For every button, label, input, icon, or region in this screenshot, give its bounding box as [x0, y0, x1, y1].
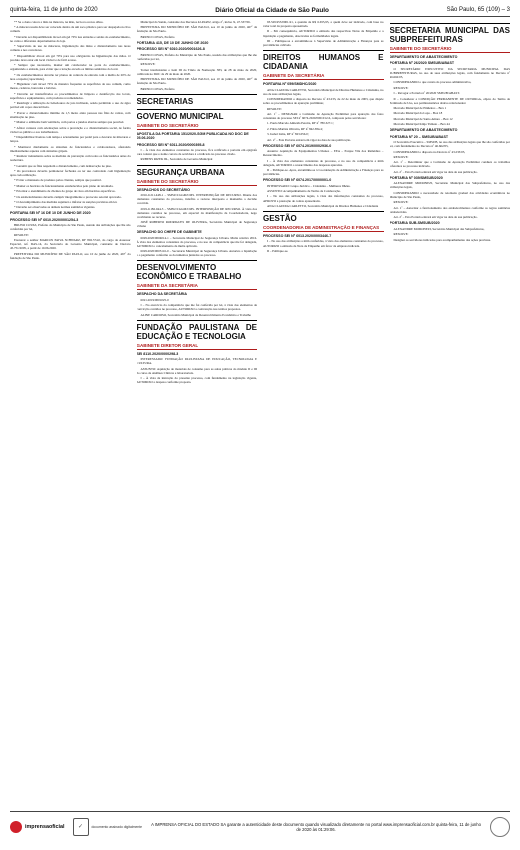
paragraph: RESOLVE:	[393, 200, 409, 205]
paragraph: * O descumprimento das medidas sujeitará o infrator às sanções previstas em lei.	[14, 200, 118, 204]
paragraph: PREFEITURA DO MUNICÍPIO DE SÃO PAULO, aos 10 de junho de 2020, 467º da fundação de São Paulo.	[10, 251, 131, 260]
page-header	[10, 4, 510, 17]
portaria-sub-paragraphs	[390, 227, 511, 242]
paragraph: * Deverão ser disponibilizado álcool em gel 70% nas entradas e saídas do estabelecimento, no caixa e diferentes departamentos da loja.	[10, 34, 131, 43]
portaria-sub-title: PORTARIA SUB-SMSUB/2020	[389, 221, 440, 226]
paragraph: ** Se o dono coloca a mão na máscara, na mão, na boca ou nos olhos.	[14, 20, 104, 24]
portaria-039-title: PORTARIA Nº 039/SMSUB/2020	[389, 175, 443, 180]
paragraph: * Os estabelecimentos deverão ter planos de controle de entrada com a média de 20% de área ocupada (capacidade).	[10, 72, 131, 81]
paragraph: O SECRETÁRIO EXECUTIVO DA SECRETARIA MUNICIPAL DAS SUBPREFEITURAS, no uso de suas atribuições legais, com fundamento no Decreto nº 46.662/05,	[389, 66, 510, 79]
portaria-059-paragraphs	[263, 88, 384, 142]
portaria-20-title: PORTARIA Nº 20 – SMSUB/ABAST	[389, 134, 449, 139]
paragraph: 2016-0.211.448-1 – SMSU/CGGM/CMS. INTERPOSIÇÃO DE RECURSO. Diante dos elementos constantes do processo, indefiro o recurso interposto e mantenho a decisão recorrida.	[136, 192, 257, 206]
despacho-chefe-title: DESPACHO DO CHEFE DE GABINETE	[136, 230, 202, 235]
paragraph: ANA CLAUDIA CARLETTO, Secretária Municipal de Direitos Humanos e Cidadania	[267, 203, 379, 208]
col1-paragraphs	[10, 20, 131, 209]
portaria-title: PORTARIA SEI Nº 16 DE 10 DE JUNHO DE 2020	[10, 211, 91, 216]
portaria-059-title: PORTARIA Nº 059/SMDHC/2020	[263, 82, 317, 87]
header-date: quinta-feira, 11 de junho de 2020	[10, 7, 98, 13]
paragraph: * Evitar o manuseio de produtos pelos clientes, sempre que possível.	[14, 178, 102, 183]
paragraph: Tornar insubsistente o item III do Título de Nomeação 383, de 28 de maio de 2020, publicada no DOC de 29 de maio de 2020.	[136, 67, 257, 76]
portaria-20-paragraphs	[390, 140, 511, 174]
paragraph: Art. 2º – Esta Portaria entrará em vigor na data de sua publicação.	[267, 137, 352, 142]
despachos-paragraphs	[137, 193, 258, 228]
seal-icon	[490, 817, 510, 837]
paragraph: * Restringir a utilização de bebedouros de jato inclinado, sendo permitido o uso de água potável em copos descartáveis.	[10, 101, 131, 110]
header-publication-title: Diário Oficial da Cidade de São Paulo	[215, 6, 329, 14]
authenticity-disclaimer: A IMPRENSA OFICIAL DO ESTADO SA garante a autenticidade deste documento quando visualizado diretamente no portal www.imprensaoficial.com.br quinta-feira, 11 de junho de 2020 às 01:29:06.	[151, 821, 481, 832]
paragraph: * Os provadores deverão permanecer fechados ou ter uso controlado com higienização após cada utilização.	[10, 168, 131, 178]
paragraph: * Realizar treinamento sobre as medidas de prevenção com todos os funcionários antes da reabertura.	[10, 154, 131, 163]
fundacao-paragraphs	[137, 357, 258, 384]
paragraph: * Disponibilizar lixeiras com tampa e acionamento por pedal para o descarte de máscaras e lenços.	[10, 135, 131, 144]
paragraph: 2. Fábio Martins Oliveira, RF nº 842.384.4;	[267, 126, 323, 131]
paragraph: 2019-0.182.044-3 – SMSU/CGGM/CMS. INTERPOSIÇÃO DE RECURSO. À vista dos elementos contidos no processo, em especial da manifestação da Coordenadoria, nego provimento ao recurso.	[136, 206, 257, 219]
paragraph: ALEXANDRE MODONEZI, Secretário Municipal das Subprefeituras,	[393, 226, 485, 231]
orgao-coordenadoria: COORDENADORIA DE ADMINISTRAÇÃO E FINANÇAS	[263, 225, 384, 232]
paragraph: CONSIDERANDO o que consta do processo administrativo,	[393, 80, 472, 85]
paragraph: Art. 1º – Determinar que a Comissão de Apuração Preliminar conduza os trabalhos referentes ao processo indicado.	[389, 160, 510, 169]
apostila-process: PROCESSO SEI Nº 6011.2020/0000395-8	[136, 142, 205, 147]
paragraph: * Deverão ser observadas as demais normas sanitárias vigentes.	[14, 205, 96, 210]
despacho-secretaria-title: DESPACHO DA SECRETÁRIA	[136, 292, 188, 297]
despachos-title: DESPACHOS DO SECRETÁRIO	[136, 187, 190, 192]
fundacao-process: SEI 8110.2020/0000298-3	[136, 351, 179, 356]
orgao-gabinete-secretario-sub: GABINETE DO SECRETÁRIO	[390, 46, 511, 53]
departamento-abastecimento-2: DEPARTAMENTO DE ABASTECIMENTO	[389, 128, 458, 133]
paragraph: I – À vista da instrução do presente processo, com fundamento na legislação vigente, AUTORIZO a despesa conforme proposta.	[136, 376, 257, 385]
orgao-gabinete-secretaria-dh: GABINETE DA SECRETÁRIA	[263, 73, 384, 80]
column-1	[10, 20, 131, 804]
paragraph: Art. 1º – Autorizar o funcionamento dos estabelecimentos conforme as regras sanitárias estabelecidas.	[389, 205, 510, 214]
paragraph: I – Revogar a Portaria nº 26/2020 SMSUB/ABAST.	[393, 91, 460, 96]
paragraph: CONSIDERANDO a necessidade de retomada gradual das atividades econômicas no Município de São Paulo,	[389, 190, 510, 199]
paragraph: RESOLVE:	[393, 232, 409, 237]
paragraph: PREFEITURA DO MUNICÍPIO DE SÃO PAULO, aos 10 de junho de 2020, 467º da fundação de São Paulo.	[136, 25, 257, 34]
paragraph: Exonerar o senhor MARCOS PAIVA SCHWARZ, RF 802.574.0, do cargo de Assessor Especial, ref. DAS-14, da Secretaria do Governo Municipal, constante do Decreto 45.751/2005, a partir de 10.06.2020.	[10, 238, 131, 251]
paragraph: O Secretário Executivo – SMSUB, no uso das atribuições legais que lhe são conferidas por lei, com fundamento no Decreto nº 46.662/05,	[389, 140, 510, 149]
paragraph: * Deverão ser intensificados os procedimentos de limpeza e desinfecção dos locais, superfícies e equipamentos, com produtos recomendados.	[10, 91, 131, 100]
paragraph: RESOLVE:	[267, 106, 282, 111]
col2-top-paragraphs	[137, 20, 258, 39]
paragraph: CONSIDERANDO o disposto no Decreto nº 43.233/03,	[393, 149, 466, 154]
section-desenvolvimento: DESENVOLVIMENTO ECONÔMICO E TRABALHO	[137, 260, 258, 281]
paragraph: RESOLVE:	[140, 62, 156, 67]
column-2	[137, 20, 258, 804]
paragraph: Mercado Municipal de Pinheiros – Box 1	[393, 106, 447, 111]
departamento-abastecimento: DEPARTAMENTO DE ABASTECIMENTO	[389, 55, 458, 59]
section-seguranca-urbana: SEGURANÇA URBANA	[137, 165, 258, 177]
paragraph: JOSÉ ROBERTO RODRIGUES DE OLIVEIRA, Secretário Municipal de Segurança Urbana	[136, 220, 257, 229]
portaria-process-number: PROCESSO SEI Nº 6010.2020/0001254-3	[10, 217, 79, 222]
paragraph: Art. 2º – Esta Portaria entrará em vigor na data de sua publicação.	[393, 169, 478, 174]
col3-top-paragraphs	[263, 20, 384, 47]
paragraph: RUBENS RIZEK JR., Secretário de Governo Municipal	[140, 157, 213, 162]
paragraph: I – No uso das atribuições legais, à vista das informações constantes do processo, APROVO a prestação de contas apresentada.	[263, 194, 384, 203]
paragraph: 6029.2020/0005116-0 – Secretaria Municipal de Segurança Urbana. Autorizo a liquidação e o pagamento conforme os documentos juntados ao processo.	[136, 249, 257, 258]
paragraph: * Afixar cartazes com orientações sobre a prevenção e o distanciamento social, de forma visível ao público e aos trabalhadores.	[10, 125, 131, 134]
paragraph: * Sempre que necessário, manter um colaborador na porta do estabelecimento, organizando a entrada, para evitar que a lotação exceda os limites sanitários do local.	[10, 63, 131, 72]
paragraph: 3. Isabel Lima, RF nº 823.056.0;	[267, 132, 309, 137]
paragraph: Art. 1º – DESIGNAR a Comissão de Apuração Preliminar para apuração dos fatos constantes do processo SEI nº 6074.2020/0001012-6, composta pelos servidores:	[263, 111, 384, 121]
section-subprefeituras: SECRETARIA MUNICIPAL DAS SUBPREFEITURAS	[390, 23, 511, 44]
paragraph: * Os estabelecimentos deverão cumprir integralmente o protocolo setorial aprovado.	[14, 194, 122, 199]
section-governo-municipal: GOVERNO MUNICIPAL	[137, 109, 258, 121]
paragraph: BRUNO COVAS, Prefeito	[140, 86, 175, 91]
paragraph: * Supervisão do uso de máscaras, higienização das mãos e distanciamento nas áreas comuns e nos corredores.	[10, 44, 131, 53]
portaria-26-title: PORTARIA Nº 26/2020 SMSUB/ABAST	[389, 61, 455, 66]
paragraph: * Prever o distanciamento mínimo de 1,5 metro entre pessoas nas filas de caixas, com sinalização no piso.	[10, 110, 131, 119]
paragraph: II – Publique-se.	[267, 248, 289, 253]
paragraph: Mercado Municipal Kinjo Yamato – Box 44	[393, 122, 450, 127]
section-fundacao-paulistana: FUNDAÇÃO PAULISTANA DE EDUCAÇÃO E TECNOLOGIA	[137, 320, 258, 341]
portaria-paragraphs	[10, 223, 131, 260]
paragraph: * Disponibilizar álcool em gel 70% para uso obrigatório na higienização das mãos. O produto deve estar em local visível e de fácil acesso.	[10, 53, 131, 62]
paragraph: I – No uso das atribuições a mim conferidas, à vista dos elementos constantes do processo, AUTORIZO a emissão da Nota de Empenho em favor da empresa indicada.	[263, 239, 384, 248]
orgao-gabinete-secretario-2: GABINETE DO SECRETÁRIO	[137, 179, 258, 186]
paragraph: 93.529.953/0001-91, a quantia de R$ 6.655,95, a quem deve ser indicado, com base no valor total da proposta apresentada.	[263, 20, 384, 29]
portaria-26-paragraphs	[390, 67, 511, 127]
columns-area	[10, 20, 510, 804]
digital-signature-badge	[73, 818, 143, 836]
orgao-gabinete-secretaria: GABINETE DA SECRETÁRIA	[137, 283, 258, 290]
portaria-039-paragraphs	[390, 181, 511, 219]
shield-icon: ✓	[73, 818, 89, 836]
paragraph: 6029.2020/0004014-1 – Secretaria Municipal de Segurança Urbana. Multa relativa 2016. À vista dos elementos constantes do processo, e no uso da competência que me foi delegada, AUTORIZO o cancelamento da multa aplicada.	[136, 235, 257, 248]
paragraph: Municipal da Saúde, constante dos Decretos 42.494/02, artigo 2º, inciso X, 47.337/06.	[140, 20, 251, 24]
paragraph: ALEXANDRE MODONEZI, Secretário Municipal das Subprefeituras, no uso das atribuições legais,	[389, 181, 510, 190]
column-3	[263, 20, 384, 804]
paragraph: Designar os servidores indicados para acompanhamento das ações previstas.	[393, 237, 491, 242]
paragraph: I – À vista dos elementos constantes do processo, fica retificada a portaria em epígrafe para constar que o nome correto da servidora é o indicado no processo citado.	[136, 147, 257, 157]
orgao-gabinete-diretor: GABINETE DIRETOR GERAL	[137, 343, 258, 350]
paragraph: * A máscara usada deve ser colocada dentro de um saco plástico para ser despejada no lixo comum.	[10, 25, 131, 34]
paragraph: INTERESSADO: Grupo Jurídico – Cidadania – Mulheres Ilhéus.	[267, 183, 351, 188]
processo-0001-title: PROCESSO SEI Nº 6074.2017/0000001-0	[263, 178, 332, 183]
section-secretarias: SECRETARIAS	[137, 94, 258, 106]
paragraph: ASSUNTO: Acompanhamento de Termo de Colaboração.	[267, 189, 341, 194]
despacho-chefe-paragraphs	[137, 236, 258, 258]
column-4	[390, 20, 511, 804]
portaria-415-title: PORTARIA 415, DE 10 DE JUNHO DE 2020	[136, 40, 209, 45]
portaria-415-paragraphs	[137, 53, 258, 91]
paragraph: Assunto: Aquisição de Equipamentos Urbanos – EEA – Parque Vila dos Remédios – Ressarcimento.	[263, 149, 384, 158]
despacho-secretaria-paragraphs	[137, 298, 258, 317]
processo-0001-paragraphs	[263, 184, 384, 208]
logo-text: imprensaoficial	[25, 824, 65, 830]
processo-2936-paragraphs	[263, 149, 384, 176]
page-footer	[10, 811, 510, 842]
apostila-paragraphs	[137, 148, 258, 162]
paragraph: ANA CLAUDIA CARLETTO, Secretária Municipal de Direitos Humanos e Cidadania, no uso de suas atribuições legais,	[263, 87, 384, 96]
imprensa-oficial-logo	[10, 821, 65, 833]
paragraph: I – No exercício da competência que me foi conferida por lei, à vista dos elementos de convicção contidos no processo, AUTORIZO a contratação nos termos propostos.	[136, 303, 257, 312]
paragraph: * Garantir que as filas respeitem o distanciamento, com demarcação no piso.	[14, 163, 112, 168]
badge-text: documento assinado digitalmente	[91, 825, 143, 829]
paragraph: RESOLVE:	[393, 85, 409, 90]
paragraph: BRUNO COVAS, Prefeito	[140, 34, 175, 39]
paragraph: Art. 2º – Esta Portaria entrará em vigor na data de sua publicação.	[393, 215, 478, 220]
header-page-number: São Paulo, 65 (109) – 3	[446, 7, 510, 13]
portaria-415-process: PROCESSO SEI Nº 6010.2020/0001626-8	[136, 47, 205, 52]
section-gestao: GESTÃO	[263, 211, 384, 223]
paragraph: * Higienizar com álcool 70% de maneira frequente as superfícies de uso comum, como mesas, cadeiras, bancadas e balcões.	[10, 82, 131, 91]
orgao-gabinete-secretario: GABINETE DO SECRETÁRIO	[137, 123, 258, 130]
logo-mark-icon	[10, 821, 22, 833]
paragraph: RESOLVE:	[393, 155, 409, 159]
paragraph: II – Publique-se. Após, encaminhe-se à Coordenação de Administração e Finanças para as providências.	[263, 168, 384, 177]
paragraph: * Manter o ambiente bem ventilado, com portas e janelas abertas sempre que possível.	[14, 120, 125, 125]
paragraph: * Manter os horários de funcionamento estabelecidos pelo plano de retomada.	[14, 183, 114, 188]
paragraph: BRUNO COVAS, Prefeito do Município de São Paulo, usando das atribuições que lhe são conferidas por lei,	[136, 52, 257, 61]
paragraph: ASSUNTO: Aquisição de materiais de consumo para as aulas práticas do módulo II e III do curso de Análises Clínicas e laboratoriais.	[136, 366, 257, 375]
paragraph: * Monitorar diariamente os sintomas de funcionários e colaboradores, afastando imediatamente aqueles com sintomas gripais.	[10, 144, 131, 153]
paragraph: 6021.2019/0001025-0	[140, 297, 169, 302]
gestao-paragraphs	[263, 239, 384, 253]
paragraph: PREFEITURA DO MUNICÍPIO DE SÃO PAULO, aos 10 de junho de 2020, 467º da fundação de São Paulo.	[136, 77, 257, 86]
paragraph: I – À vista dos elementos constantes do processo, e no uso da competência a mim delegada, AUTORIZO o ressarcimento das despesas apuradas.	[263, 158, 384, 167]
paragraph: Mercado Municipal de Santo Amaro – Box 12	[393, 116, 453, 121]
paragraph: INTERESSADO: FUNDAÇÃO PAULISTANA DE EDUCAÇÃO, TECNOLOGIA E CULTURA.	[136, 357, 257, 366]
paragraph: II – Em consequência, AUTORIZO a emissão das respectivas Notas de Empenho e a liquidação e pagamento, observadas as formalidades legais.	[263, 29, 384, 38]
gestao-process-title: PROCESSO SEI Nº 6013.2020/0003446-7	[263, 234, 332, 238]
paragraph: III – Publique-se e encaminhe-se à Supervisão de Administração e Finanças para as providências cabíveis.	[263, 38, 384, 48]
paragraph: * Priorizar o atendimento de clientes do grupo de risco em horários específicos.	[14, 189, 116, 194]
paragraph: ALINE CARDOSO, Secretária Municipal de Desenvolvimento Econômico e Trabalho	[140, 312, 252, 317]
section-direitos-humanos: DIREITOS HUMANOS E CIDADANIA	[263, 50, 384, 71]
paragraph: Mercado Municipal da Lapa – Box 18	[393, 111, 443, 116]
paragraph: II – Considerar a CONDIÇÃO PERMANENTE DE OUTORGA, objeto do Termo de Permissão de Uso, aos permissionários abaixo relacionados:	[389, 96, 510, 105]
paragraph: CONSIDERANDO o disposto no Decreto nº 43.233, de 22 de maio de 2003, que dispõe sobre os procedimentos de apuração preliminar,	[263, 97, 384, 106]
processo-2936-title: PROCESSO SEI Nº 6074.2019/0002936-0	[263, 143, 332, 148]
paragraph: 1. Paulo Marcelo Almeida Pereira, RF nº 780.327.1;	[267, 121, 334, 126]
apostila-title: APOSTILA DA PORTARIA 151/2020-SGM PUBLICADA NO DOC DE 05.06.2020	[136, 131, 249, 141]
paragraph: BRUNO COVAS, Prefeito do Município de São Paulo, usando das atribuições que lhe são conferidas por lei,	[10, 223, 131, 232]
paragraph: RESOLVE:	[14, 232, 29, 237]
